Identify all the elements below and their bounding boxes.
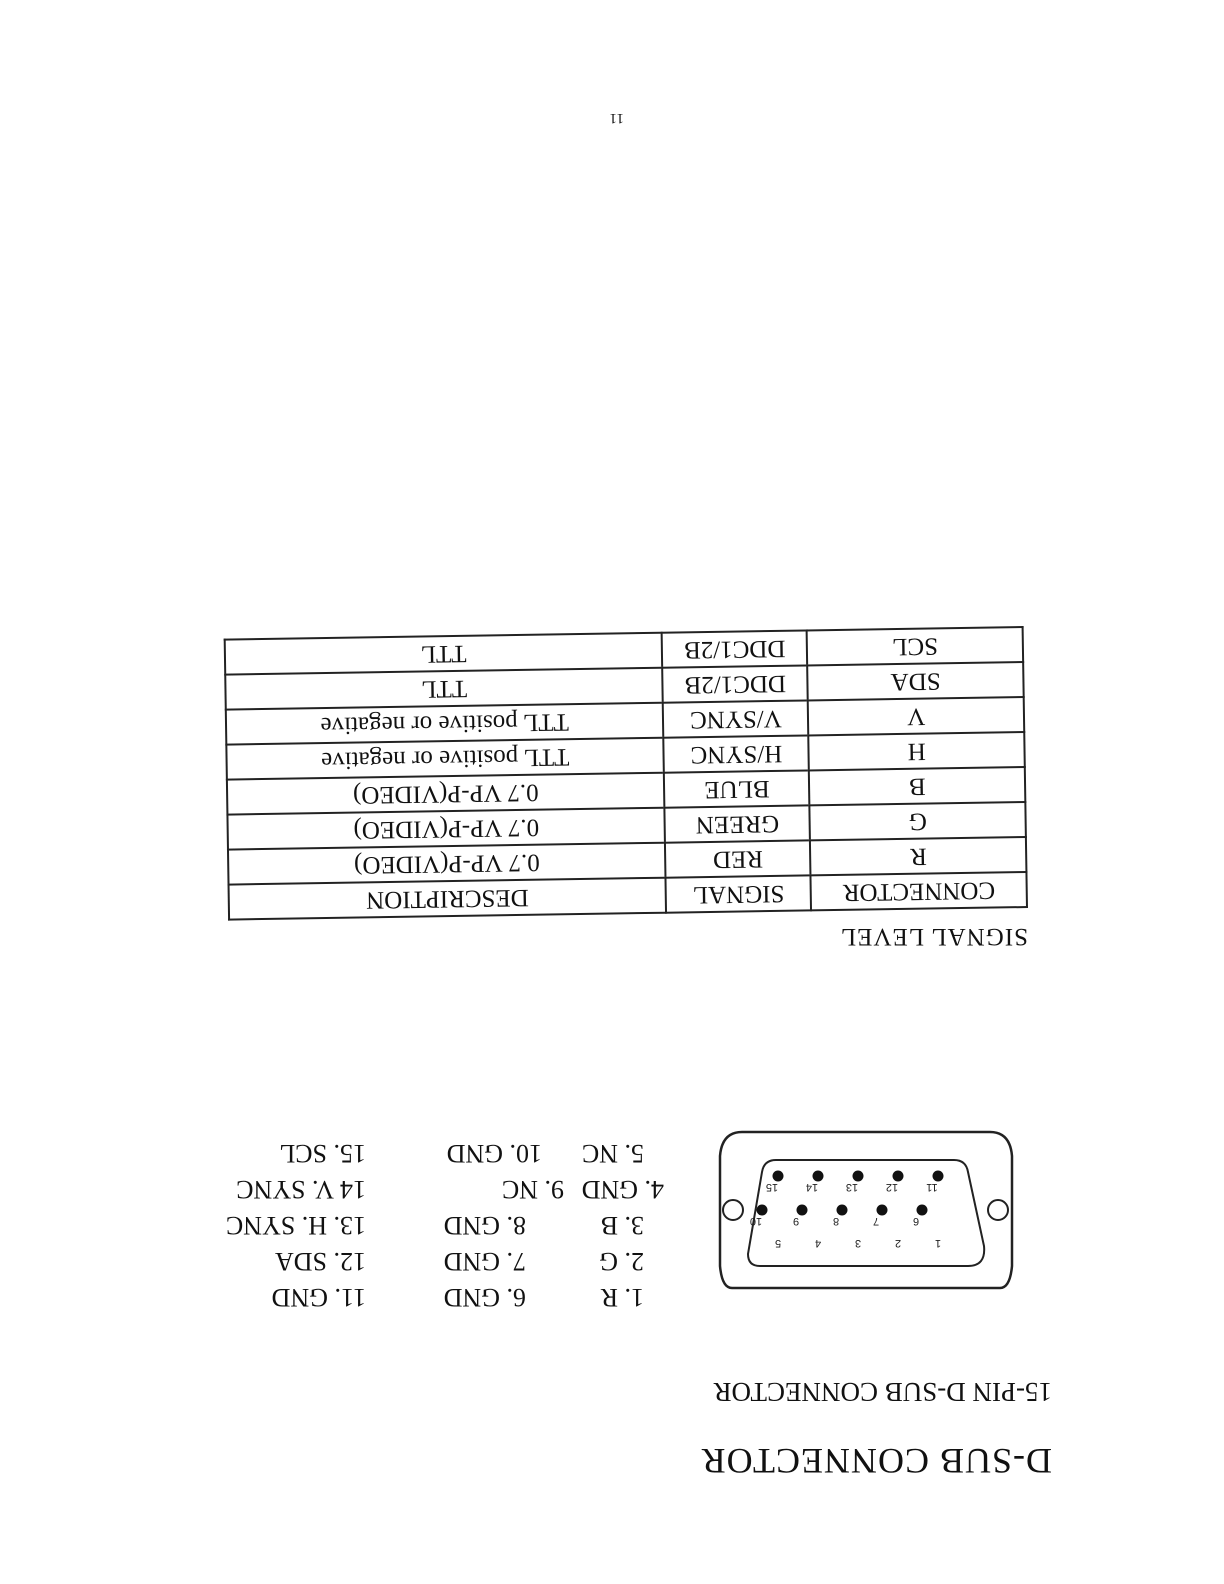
connector-pin-label: 15 bbox=[765, 1181, 779, 1193]
pin-5: 5. NC bbox=[581, 1139, 644, 1168]
connector-pin-15 bbox=[773, 1171, 784, 1182]
cell-signal: V/SYNC bbox=[663, 700, 809, 737]
connector-pin-label: 8 bbox=[832, 1215, 840, 1227]
cell-connector: SCL bbox=[807, 627, 1023, 665]
cell-description: 0.7 VP-P(VIDEO) bbox=[228, 843, 666, 885]
document-title: D-SUB CONNECTOR bbox=[700, 1441, 1052, 1481]
connector-pin-11 bbox=[933, 1171, 944, 1182]
pin-dots bbox=[757, 1171, 944, 1216]
cell-description: TTL positive or negative bbox=[226, 738, 664, 780]
connector-pin-7 bbox=[877, 1205, 888, 1216]
mounting-hole-left bbox=[988, 1200, 1008, 1220]
page-number: 11 bbox=[609, 110, 624, 126]
pin-10: 10. GND bbox=[446, 1139, 542, 1168]
connector-pin-label: 7 bbox=[872, 1215, 880, 1227]
pin-list bbox=[204, 1132, 664, 1312]
cell-signal: DDC1/2B bbox=[662, 630, 808, 667]
header-description: DESCRIPTION bbox=[229, 878, 667, 920]
pin-14: 14 V. SYNC bbox=[236, 1175, 366, 1204]
connector-heading: 15-PIN D-SUB CONNECTOR bbox=[713, 1377, 1052, 1407]
connector-pin-label: 5 bbox=[774, 1237, 782, 1249]
cell-connector: SDA bbox=[808, 662, 1024, 700]
cell-description: TTL positive or negative bbox=[226, 703, 664, 745]
pin-7: 7. GND bbox=[443, 1247, 526, 1276]
connector-pin-label: 12 bbox=[885, 1181, 899, 1193]
header-connector: CONNECTOR bbox=[811, 872, 1027, 910]
connector-pin-label: 1 bbox=[934, 1237, 942, 1249]
connector-pin-label: 10 bbox=[749, 1215, 763, 1227]
pin-15: 15. SCL bbox=[279, 1139, 366, 1168]
connector-pin-label: 11 bbox=[926, 1181, 938, 1193]
signal-level-table bbox=[224, 626, 1028, 921]
pin-12: 12. SDA bbox=[274, 1247, 366, 1276]
connector-pin-label: 4 bbox=[814, 1237, 822, 1249]
cell-signal: H/SYNC bbox=[664, 735, 810, 772]
pin-1: 1. R bbox=[600, 1283, 644, 1312]
signal-level-heading: SIGNAL LEVEL bbox=[839, 923, 1028, 950]
cell-connector: H bbox=[809, 732, 1025, 770]
cell-description: TTL bbox=[225, 633, 663, 675]
d-sub-connector-diagram bbox=[712, 1116, 1020, 1306]
pin-3: 3. B bbox=[600, 1211, 644, 1240]
pin-2: 2. G bbox=[599, 1247, 644, 1276]
pin-4: 4. GND bbox=[581, 1175, 664, 1204]
connector-pin-label: 9 bbox=[792, 1215, 800, 1227]
connector-pin-label: 14 bbox=[805, 1181, 819, 1193]
connector-pin-9 bbox=[797, 1205, 808, 1216]
cell-description: TTL bbox=[225, 668, 663, 710]
connector-pin-12 bbox=[893, 1171, 904, 1182]
cell-connector: V bbox=[808, 697, 1024, 735]
cell-signal: BLUE bbox=[664, 770, 810, 807]
cell-signal: GREEN bbox=[665, 805, 811, 842]
connector-pin-13 bbox=[853, 1171, 864, 1182]
connector-pin-label: 3 bbox=[854, 1237, 862, 1249]
connector-pin-label: 2 bbox=[894, 1237, 902, 1249]
pin-6: 6. GND bbox=[443, 1283, 526, 1312]
cell-signal: RED bbox=[665, 840, 811, 877]
pin-8: 8. GND bbox=[443, 1211, 526, 1240]
connector-pin-6 bbox=[917, 1205, 928, 1216]
pin-11: 11. GND bbox=[271, 1283, 366, 1312]
connector-pin-8 bbox=[837, 1205, 848, 1216]
pin-13: 13. H. SYNC bbox=[225, 1211, 366, 1240]
header-signal: SIGNAL bbox=[666, 875, 812, 912]
cell-description: 0.7 VP-P(VIDEO) bbox=[227, 808, 665, 850]
cell-signal: DDC1/2B bbox=[662, 665, 808, 702]
connector-pin-label: 6 bbox=[912, 1215, 920, 1227]
cell-connector: R bbox=[810, 837, 1026, 875]
cell-description: 0.7 VP-P(VIDEO) bbox=[227, 773, 665, 815]
mounting-hole-right bbox=[723, 1200, 743, 1220]
connector-pin-label: 13 bbox=[845, 1181, 859, 1193]
pin-9: 9. NC bbox=[501, 1175, 564, 1204]
pin-labels bbox=[750, 1181, 941, 1249]
connector-pin-10 bbox=[757, 1205, 768, 1216]
connector-pin-14 bbox=[813, 1171, 824, 1182]
cell-connector: B bbox=[809, 767, 1025, 805]
cell-connector: G bbox=[810, 802, 1026, 840]
